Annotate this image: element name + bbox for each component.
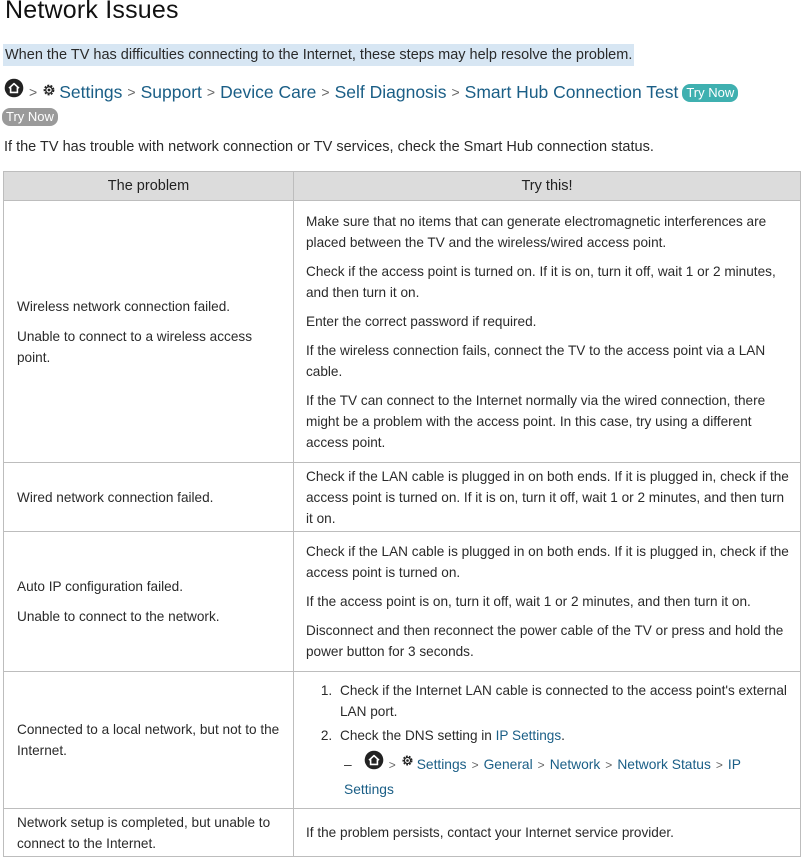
problem-cell — [4, 809, 294, 857]
home-icon[interactable] — [364, 750, 384, 777]
column-header-problem: The problem — [4, 172, 294, 201]
list-item: 1. Check if the Internet LAN cable is connected to the access point's external LAN port. — [336, 680, 790, 722]
problem-text: Unable to connect to a wireless access point. — [17, 328, 252, 365]
solution-text: Check if the LAN cable is plugged in on both ends. If it is plugged in, check if the access point is turned on. — [306, 544, 789, 580]
chevron-right-icon: > — [605, 757, 613, 772]
solution-cell — [294, 463, 801, 532]
problem-text: Wired network connection failed. — [17, 489, 214, 505]
list-item — [336, 725, 790, 746]
problem-cell — [4, 532, 294, 672]
problem-text: Unable to connect to the network. — [17, 609, 220, 624]
breadcrumb-device-care[interactable]: Device Care — [220, 82, 317, 102]
intro-text: When the TV has difficulties connecting to the Internet, these steps may help resolve the problem. — [3, 44, 634, 66]
chevron-right-icon: > — [451, 84, 460, 100]
solution-text: If the access point is on, turn it off, wait 1 or 2 minutes, and then turn it on. — [306, 594, 751, 609]
problem-cell — [4, 201, 294, 463]
breadcrumb-settings[interactable]: Settings — [59, 82, 123, 102]
table-row — [4, 809, 801, 857]
breadcrumb-self-diagnosis[interactable]: Self Diagnosis — [334, 82, 447, 102]
column-header-try-this: Try this! — [294, 172, 801, 201]
breadcrumb-support[interactable]: Support — [140, 82, 202, 102]
chevron-right-icon: > — [715, 757, 723, 772]
problem-text: Connected to a local network, but not to the Internet. — [17, 722, 280, 758]
subtitle: If the TV has trouble with network connection or TV services, check the Smart Hub connection status. — [4, 139, 654, 155]
solution-cell — [294, 201, 801, 463]
table-row — [4, 672, 801, 809]
chevron-right-icon: > — [471, 757, 479, 772]
problem-text: Wireless network connection failed. — [17, 298, 231, 314]
table-row — [4, 201, 801, 463]
path-network-status[interactable]: Network Status — [617, 756, 711, 772]
chevron-right-icon: > — [127, 84, 136, 100]
solution-text: If the wireless connection fails, connect the TV to the access point via a LAN cable. — [306, 342, 766, 379]
gear-icon — [42, 79, 56, 103]
ip-settings-link[interactable]: IP Settings — [495, 727, 562, 743]
breadcrumb-smart-hub-connection-test[interactable]: Smart Hub Connection Test — [464, 82, 679, 102]
solution-cell — [294, 532, 801, 672]
problem-text: Auto IP configuration failed. — [17, 579, 184, 594]
dash-bullet: – — [344, 756, 352, 772]
solution-text: Check if the LAN cable is plugged in on both ends. If it is plugged in, check if the access point is turned on. If it is on, turn it off, wait 1 or 2 minutes, and then turn it on. — [306, 468, 789, 526]
chevron-right-icon: > — [388, 757, 396, 772]
problem-cell — [4, 672, 294, 809]
table-header-row — [4, 172, 801, 201]
chevron-right-icon: > — [537, 757, 545, 772]
path-network[interactable]: Network — [549, 756, 601, 772]
chevron-right-icon: > — [321, 84, 330, 100]
problem-text: Network setup is completed, but unable to connect to the Internet. — [17, 814, 271, 851]
chevron-right-icon: > — [206, 84, 216, 100]
problem-cell — [4, 463, 294, 532]
page-title: Network Issues — [5, 0, 179, 24]
solution-text: Enter the correct password if required. — [306, 313, 537, 329]
table-row — [4, 532, 801, 672]
step-punctuation: . — [561, 727, 565, 743]
home-icon[interactable] — [4, 78, 24, 104]
breadcrumb — [4, 80, 800, 106]
chevron-right-icon: > — [29, 84, 38, 100]
solution-text: If the TV can connect to the Internet normally via the wired connection, there might be a problem with the access point. In this case, try using a different access point. — [306, 392, 766, 450]
solution-text: Make sure that no items that can generate electromagnetic interferences are placed between the TV and the wireless/wired access point. — [306, 213, 767, 250]
solution-text: If the problem persists, contact your Internet service provider. — [306, 825, 674, 840]
solution-cell — [294, 809, 801, 857]
step-text: Check the DNS setting in — [340, 727, 496, 743]
troubleshooting-table — [3, 171, 801, 857]
solution-cell — [294, 672, 801, 809]
table-row — [4, 463, 801, 532]
gear-icon — [401, 752, 414, 774]
path-general[interactable]: General — [483, 756, 533, 772]
try-now-button[interactable]: Try Now — [682, 84, 738, 102]
path-ip-settings[interactable]: IP Settings — [344, 756, 741, 797]
solution-text: Disconnect and then reconnect the power cable of the TV or press and hold the power button for 3 seconds. — [306, 623, 784, 659]
solution-text: Check if the access point is turned on. If it is on, turn it off, wait 1 or 2 minutes, and then turn it on. — [306, 263, 776, 300]
try-now-button-secondary[interactable]: Try Now — [2, 108, 58, 126]
steps-list — [306, 680, 790, 746]
path-settings[interactable]: Settings — [416, 756, 467, 772]
menu-path — [344, 752, 790, 801]
